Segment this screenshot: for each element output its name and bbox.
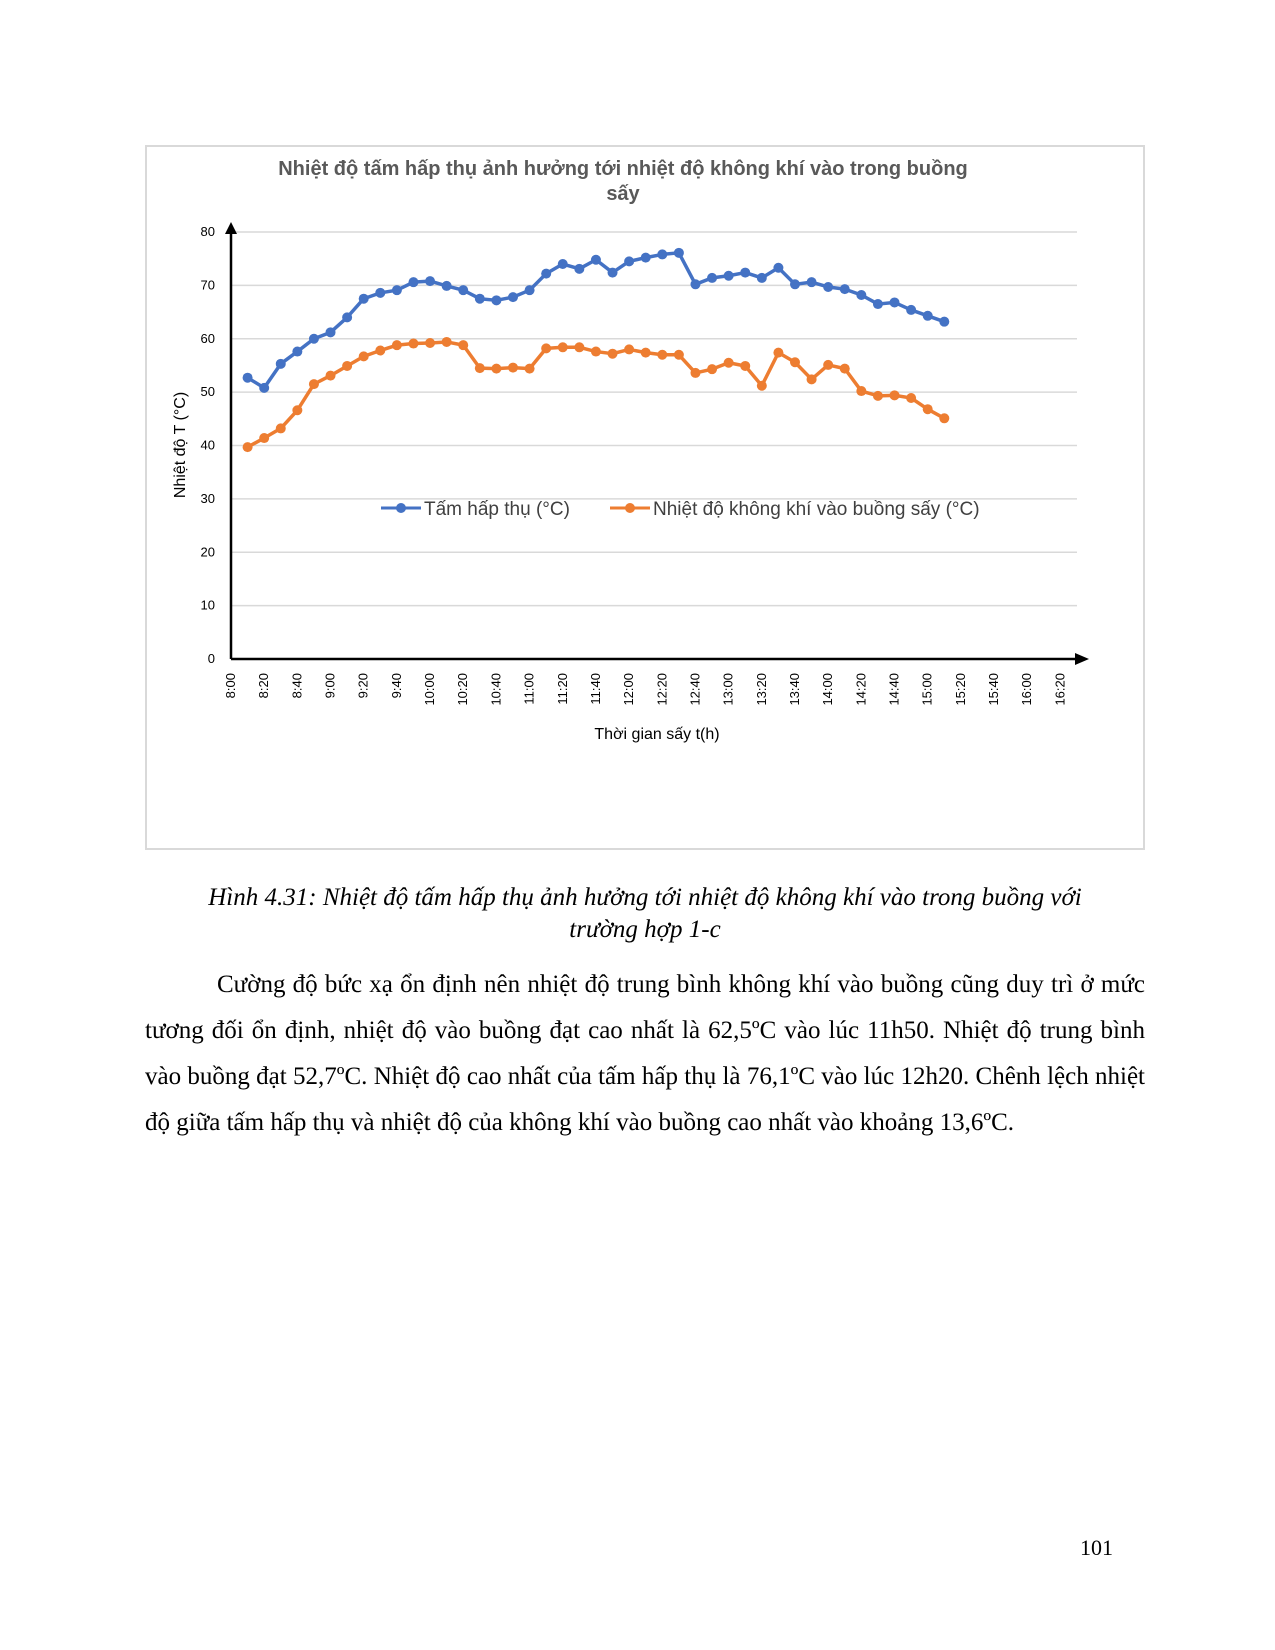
data-point-absorber xyxy=(740,268,750,278)
y-tick-label: 50 xyxy=(200,384,215,400)
x-tick-label: 14:40 xyxy=(886,673,902,706)
data-point-air-inlet xyxy=(326,371,336,381)
data-point-absorber xyxy=(276,359,286,369)
data-point-absorber xyxy=(624,256,634,266)
x-tick-label: 14:20 xyxy=(853,673,869,706)
data-point-air-inlet xyxy=(890,390,900,400)
y-tick-label: 30 xyxy=(200,490,215,506)
y-tick-label: 0 xyxy=(207,651,215,666)
data-point-absorber xyxy=(591,255,601,265)
y-tick-label: 70 xyxy=(200,277,215,293)
y-axis-title: Nhiệt độ T (°C) xyxy=(172,391,189,499)
data-point-absorber xyxy=(425,276,435,286)
chart-container xyxy=(145,145,1145,850)
data-point-absorber xyxy=(856,290,866,300)
x-tick-label: 11:20 xyxy=(554,673,570,705)
page-number: 101 xyxy=(1080,1535,1113,1560)
x-axis-arrow xyxy=(1075,653,1089,665)
data-point-absorber xyxy=(807,277,817,287)
data-point-air-inlet xyxy=(541,343,551,353)
y-tick-label: 40 xyxy=(200,437,215,453)
data-point-absorber xyxy=(375,288,385,298)
body-paragraph: Cường độ bức xạ ổn định nên nhiệt độ trung bình không khí vào buồng cũng duy trì ở mức tương đối ổn định, nhiệt độ vào buồng đạt cao nhất là 62,5ºC vào lúc 11h50. Nhiệt độ trung bình vào buồng đạt 52,7ºC. Nhiệt độ cao nhất của tấm hấp thụ là 76,1ºC vào lúc 12h20. Chênh lệch nhiệt độ giữa tấm hấp thụ và nhiệt độ của không khí vào buồng cao nhất vào khoảng 13,6ºC. xyxy=(145,971,1145,1136)
data-point-air-inlet xyxy=(309,379,319,389)
data-point-air-inlet xyxy=(840,364,850,374)
data-point-absorber xyxy=(906,305,916,315)
y-tick-label: 20 xyxy=(200,544,215,560)
data-point-absorber xyxy=(657,249,667,259)
x-tick-label: 10:40 xyxy=(488,673,504,706)
x-axis-title: Thời gian sấy t(h) xyxy=(594,726,720,743)
y-tick-label: 60 xyxy=(200,330,215,346)
y-tick-label: 80 xyxy=(200,224,215,239)
data-point-absorber xyxy=(773,263,783,273)
data-point-air-inlet xyxy=(906,393,916,403)
x-tick-label: 15:40 xyxy=(986,673,1002,706)
data-point-absorber xyxy=(873,299,883,309)
legend-swatch-absorber-marker xyxy=(396,503,406,513)
data-point-absorber xyxy=(259,383,269,393)
data-point-air-inlet xyxy=(740,361,750,371)
data-point-air-inlet xyxy=(525,364,535,374)
data-point-absorber xyxy=(359,294,369,304)
data-point-absorber xyxy=(890,297,900,307)
data-point-absorber xyxy=(674,248,684,258)
data-point-absorber xyxy=(392,285,402,295)
legend-swatch-air-inlet-marker xyxy=(625,503,635,513)
data-point-air-inlet xyxy=(624,344,634,354)
data-point-air-inlet xyxy=(807,374,817,384)
body-text xyxy=(145,962,1145,1146)
x-tick-label: 12:20 xyxy=(654,673,670,706)
x-tick-label: 12:00 xyxy=(621,673,637,706)
data-point-air-inlet xyxy=(425,338,435,348)
y-axis-arrow xyxy=(225,222,237,234)
chart-title-line-2: sấy xyxy=(606,183,640,205)
data-point-absorber xyxy=(707,273,717,283)
data-point-absorber xyxy=(757,273,767,283)
data-point-air-inlet xyxy=(608,349,618,359)
figure-caption-line-1: Hình 4.31: Nhiệt độ tấm hấp thụ ảnh hưởng tới nhiệt độ không khí vào trong buồng với xyxy=(208,884,1082,911)
data-point-air-inlet xyxy=(591,347,601,357)
data-point-absorber xyxy=(724,271,734,281)
x-tick-label: 11:00 xyxy=(521,673,537,705)
data-point-air-inlet xyxy=(342,361,352,371)
data-point-absorber xyxy=(939,317,949,327)
data-point-air-inlet xyxy=(508,363,518,373)
series-line-air-inlet xyxy=(248,342,945,447)
data-point-air-inlet xyxy=(923,404,933,414)
data-point-air-inlet xyxy=(690,368,700,378)
data-point-absorber xyxy=(491,295,501,305)
data-point-absorber xyxy=(790,279,800,289)
data-point-air-inlet xyxy=(475,363,485,373)
data-point-air-inlet xyxy=(276,423,286,433)
x-tick-label: 8:00 xyxy=(223,673,238,699)
data-point-air-inlet xyxy=(359,351,369,361)
x-tick-label: 8:40 xyxy=(289,673,305,699)
data-point-absorber xyxy=(326,327,336,337)
data-point-air-inlet xyxy=(657,350,667,360)
data-point-absorber xyxy=(309,334,319,344)
data-point-absorber xyxy=(690,279,700,289)
x-tick-label: 15:00 xyxy=(919,673,935,706)
data-point-absorber xyxy=(558,259,568,269)
x-tick-label: 16:00 xyxy=(1019,673,1035,706)
x-tick-label: 16:20 xyxy=(1052,673,1068,706)
x-tick-label: 8:20 xyxy=(256,673,272,699)
data-point-absorber xyxy=(475,294,485,304)
legend xyxy=(381,499,980,520)
data-point-air-inlet xyxy=(408,339,418,349)
line-chart xyxy=(147,147,1143,848)
data-point-absorber xyxy=(458,285,468,295)
x-tick-label: 15:20 xyxy=(952,673,968,706)
data-point-air-inlet xyxy=(757,381,767,391)
x-tick-label: 9:40 xyxy=(388,673,404,699)
data-point-absorber xyxy=(641,253,651,263)
data-point-air-inlet xyxy=(773,348,783,358)
data-point-absorber xyxy=(574,264,584,274)
data-point-air-inlet xyxy=(823,360,833,370)
data-point-absorber xyxy=(442,281,452,291)
x-tick-label: 13:20 xyxy=(753,673,769,706)
data-point-absorber xyxy=(292,347,302,357)
data-point-air-inlet xyxy=(724,358,734,368)
data-point-air-inlet xyxy=(442,337,452,347)
data-point-air-inlet xyxy=(458,340,468,350)
x-tick-label: 9:00 xyxy=(322,673,338,699)
data-point-air-inlet xyxy=(558,342,568,352)
data-point-absorber xyxy=(840,284,850,294)
legend-label-absorber: Tấm hấp thụ (°C) xyxy=(424,499,570,520)
data-point-air-inlet xyxy=(790,357,800,367)
data-point-air-inlet xyxy=(873,391,883,401)
x-tick-label: 10:20 xyxy=(455,673,471,706)
data-point-air-inlet xyxy=(292,405,302,415)
data-point-air-inlet xyxy=(856,386,866,396)
y-tick-label: 10 xyxy=(200,597,215,613)
x-tick-label: 10:00 xyxy=(422,673,438,706)
figure-caption-line-2: trường hợp 1-c xyxy=(569,916,721,943)
data-point-absorber xyxy=(525,285,535,295)
data-point-air-inlet xyxy=(392,340,402,350)
data-point-absorber xyxy=(923,311,933,321)
legend-label-air-inlet: Nhiệt độ không khí vào buồng sấy (°C) xyxy=(653,499,980,520)
x-tick-label: 9:20 xyxy=(355,673,371,699)
data-point-absorber xyxy=(541,269,551,279)
data-point-air-inlet xyxy=(707,364,717,374)
x-tick-label: 11:40 xyxy=(587,673,603,705)
data-point-air-inlet xyxy=(243,442,253,452)
data-point-air-inlet xyxy=(375,345,385,355)
data-point-absorber xyxy=(243,373,253,383)
data-point-absorber xyxy=(508,292,518,302)
data-point-absorber xyxy=(342,312,352,322)
x-tick-label: 13:00 xyxy=(720,673,736,706)
data-point-air-inlet xyxy=(574,342,584,352)
data-point-air-inlet xyxy=(491,364,501,374)
data-point-air-inlet xyxy=(641,348,651,358)
data-point-air-inlet xyxy=(939,413,949,423)
x-tick-label: 13:40 xyxy=(787,673,802,706)
data-point-air-inlet xyxy=(674,350,684,360)
data-point-absorber xyxy=(608,268,618,278)
x-tick-label: 14:00 xyxy=(820,673,836,706)
data-point-air-inlet xyxy=(259,433,269,443)
data-point-absorber xyxy=(823,282,833,292)
data-point-absorber xyxy=(408,277,418,287)
x-tick-label: 12:40 xyxy=(687,673,703,706)
figure-caption xyxy=(145,882,1145,946)
chart-title-line-1: Nhiệt độ tấm hấp thụ ảnh hưởng tới nhiệt độ không khí vào trong buồng xyxy=(278,158,968,180)
